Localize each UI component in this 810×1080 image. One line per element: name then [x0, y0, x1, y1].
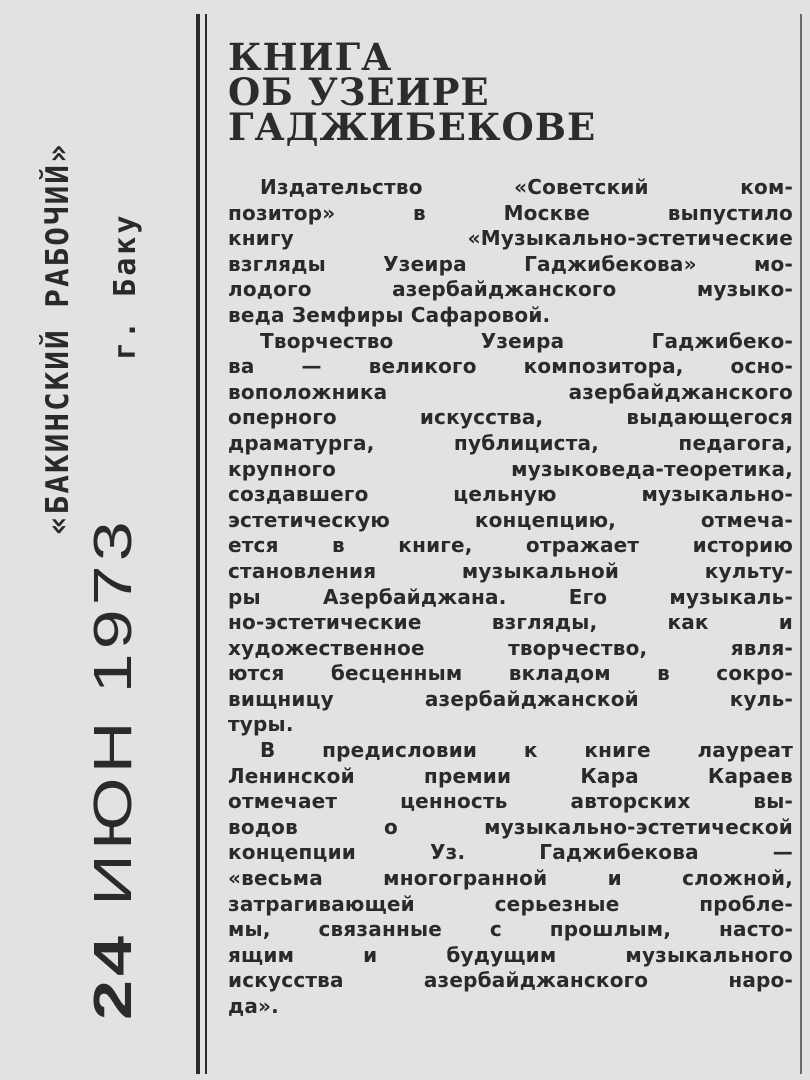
text-line: концепции Уз. Гаджибекова —: [228, 840, 793, 865]
text-line: ется в книге, отражает историю: [228, 533, 793, 558]
article-headline: [228, 35, 793, 149]
column-rule-thick: [196, 14, 200, 1074]
headline-line: КНИГА: [228, 35, 393, 79]
text-line: Издательство «Советский ком-: [260, 175, 793, 199]
text-line: Ленинской премии Кара Караев: [228, 763, 793, 788]
text-line: драматурга, публициста, педагога,: [228, 430, 793, 455]
text-line: но-эстетические взгляды, как и: [228, 610, 793, 635]
text-line: лодого азербайджанского музыко-: [228, 277, 793, 302]
date-stamp: [82, 517, 144, 1020]
archive-margin: [0, 0, 190, 1080]
right-edge-rule: [800, 14, 802, 1074]
text-line: эстетическую концепцию, отмеча-: [228, 507, 793, 532]
text-line: Творчество Узеира Гаджибеко-: [260, 328, 793, 353]
text-line: создавшего цельную музыкально-: [228, 482, 793, 507]
date-month-year: ИЮН 1973: [82, 517, 143, 906]
text-line: ящим и будущим музыкального: [228, 942, 793, 967]
text-line: позитор» в Москве выпустило: [228, 200, 793, 225]
text-line: искусства азербайджанского наро-: [228, 968, 793, 993]
text-line: веда Земфиры Сафаровой.: [228, 302, 551, 327]
text-line: водов о музыкально-эстетической: [228, 814, 793, 839]
text-line: становления музыкальной культу-: [228, 558, 793, 583]
text-line: ры Азербайджана. Его музыкаль-: [228, 584, 793, 609]
text-line: мы, связанные с прошлым, насто-: [228, 917, 793, 942]
column-rule-thin: [205, 14, 207, 1074]
newspaper-name-stamp: «БАКИНСКИЙ РАБОЧИЙ»: [40, 142, 76, 535]
text-line: художественное творчество, явля-: [228, 635, 793, 660]
headline-line: ГАДЖИБЕКОВЕ: [228, 105, 597, 149]
date-day: 24: [82, 931, 143, 1020]
text-line: затрагивающей серьезные пробле-: [228, 891, 793, 916]
paragraph: [228, 738, 793, 1020]
article: [228, 35, 793, 1020]
headline-line: ОБ УЗЕИРЕ: [228, 70, 490, 114]
article-body: [228, 175, 793, 1020]
text-line: отмечает ценность авторских вы-: [228, 789, 793, 814]
text-line: туры.: [228, 712, 294, 737]
text-line: воположника азербайджанского: [228, 379, 793, 404]
text-line: крупного музыковеда-теоретика,: [228, 456, 793, 481]
paragraph: [228, 175, 793, 329]
text-line: ются бесценным вкладом в сокро-: [228, 661, 793, 686]
city-stamp: г. Баку: [108, 212, 143, 360]
text-line: да».: [228, 994, 279, 1018]
text-line: оперного искусства, выдающегося: [228, 405, 793, 430]
text-line: взгляды Узеира Гаджибекова» мо-: [228, 251, 793, 276]
text-line: ва — великого композитора, осно-: [228, 354, 793, 379]
text-line: В предисловии к книге лауреат: [260, 738, 793, 763]
text-line: книгу «Музыкально-эстетические: [228, 226, 793, 251]
paragraph: [228, 329, 793, 739]
text-line: вищницу азербайджанской куль-: [228, 686, 793, 711]
text-line: «весьма многогранной и сложной,: [228, 866, 793, 891]
